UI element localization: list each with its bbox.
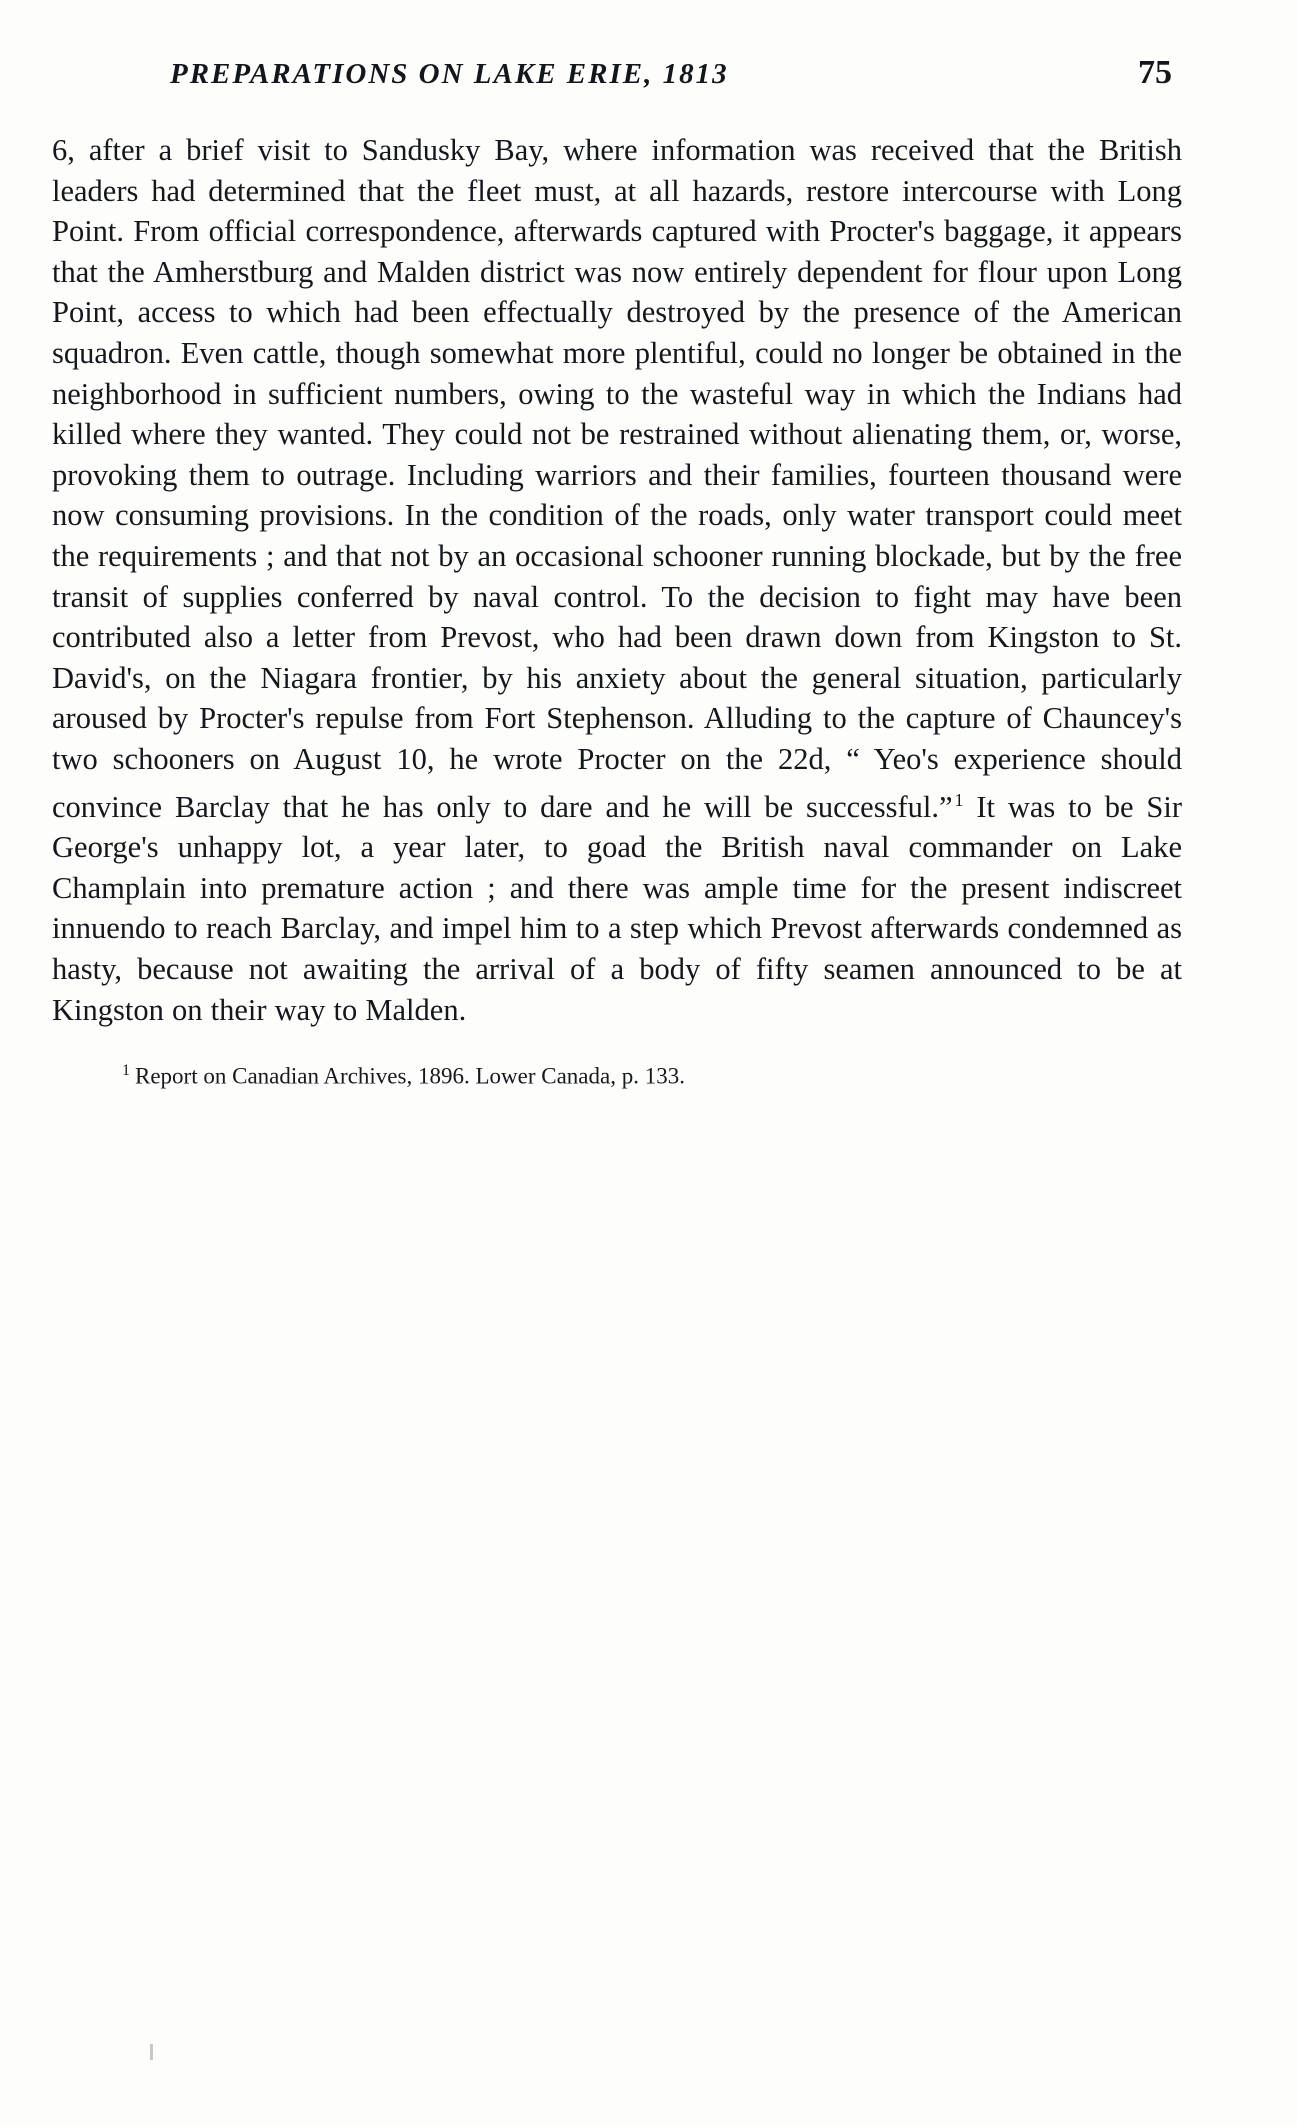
paragraph xyxy=(52,130,1182,1030)
page-speck xyxy=(150,2044,153,2060)
page-content xyxy=(52,54,1182,1092)
body-text-part-1: 6, after a brief visit to Sandusky Bay, where information was received that the British leaders had determined that the fleet must, at all hazards, restore intercourse with Long Point. From official correspondence, afterwards captured with Procter's baggage, it appears that the Amherstburg and Malden district was now entirely dependent for flour upon Long Point, access to which had been effectually destroyed by the presence of the American squadron. Even cattle, though somewhat more plentiful, could no longer be obtained in the neighborhood in sufficient numbers, owing to the wasteful way in which the Indians had killed where they wanted. They could not be restrained without alienating them, or, worse, provoking them to outrage. Including warriors and their families, fourteen thousand were now consuming provisions. In the condition of the roads, only water transport could meet the requirements ; and that not by an occasional schooner running blockade, but by the free transit of supplies conferred by naval control. To the decision to fight may have been contributed also a letter from Prevost, who had been drawn down from Kingston to St. David's, on the Niagara frontier, by his anxiety about the general situation, particularly aroused by Procter's repulse from Fort Stephenson. Alluding to the capture of Chauncey's two schooners on August 10, he wrote Procter on the 22d, “ Yeo's experience should convince Barclay that he has only to dare and he will be successful.” xyxy=(52,133,1182,824)
body-text xyxy=(52,130,1182,1030)
running-head: PREPARATIONS ON LAKE ERIE, 1813 xyxy=(170,58,729,90)
page-number: 75 xyxy=(1138,54,1172,91)
footnote-reference[interactable]: 1 xyxy=(954,789,964,810)
footnote xyxy=(52,1056,1182,1092)
body-text-part-2: It was to be Sir George's unhappy lot, a year later, to goad the British naval commander on Lake Champlain into premature action ; and there was ample time for the present indiscreet innuendo to reach Barclay, and impel him to a step which Prevost afterwards condemned as hasty, because not awaiting the arrival of a body of fifty seamen announced to be at Kingston on their way to Malden. xyxy=(52,789,1182,1027)
page-header xyxy=(52,54,1182,92)
footnote-text: Report on Canadian Archives, 1896. Lower Canada, p. 133. xyxy=(135,1063,685,1089)
footnote-number: 1 xyxy=(122,1062,130,1080)
